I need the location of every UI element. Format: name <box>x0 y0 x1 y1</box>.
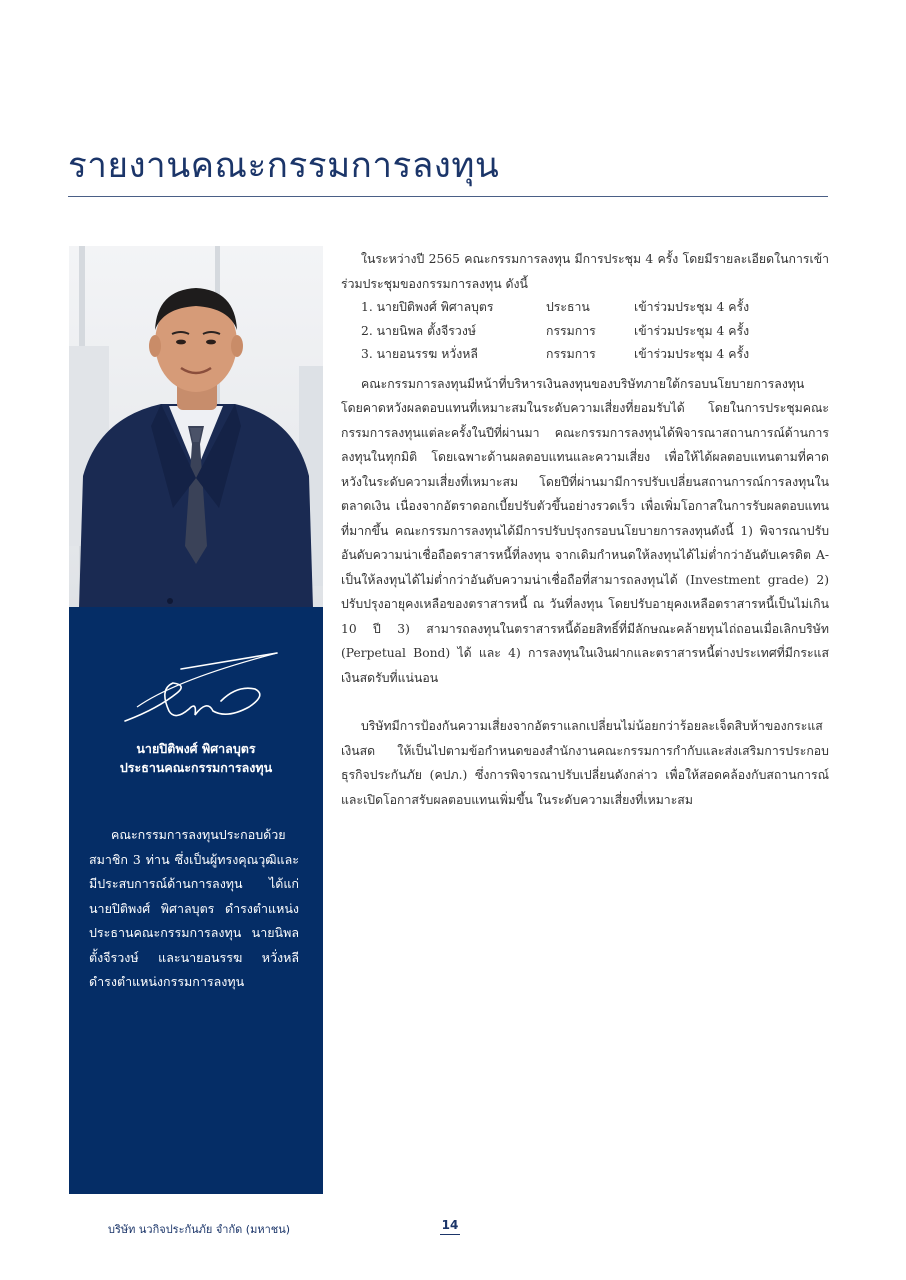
signature-image <box>117 649 287 729</box>
title-divider <box>68 196 828 197</box>
hedging-paragraph: บริษัทมีการป้องกันความเสี่ยงจากอัตราแลกเปลี่ยนไม่น้อยกว่าร้อยละเจ็ดสิบห้าของกระแสเงินสด ให้เป็นไปตามข้อกำหนดของสำนักงานคณะกรรมการกำกับและส่งเสริมการประกอบธุรกิจประกันภัย (คปภ.) ซึ่งการพิจารณาปรับเปลี่ยนดังกล่าว เพื่อให้สอดคล้องกับสถานการณ์และเปิดโอกาสรับผลตอบแทนเพิ่มขึ้น ในระดับความเสี่ยงที่เหมาะสม <box>341 719 829 807</box>
signatory-title: ประธานคณะกรรมการลงทุน <box>119 760 273 775</box>
duties-paragraph: คณะกรรมการลงทุนมีหน้าที่บริหารเงินลงทุนของบริษัทภายใต้กรอบนโยบายการลงทุน โดยคาดหวังผลตอบแทนที่เหมาะสมในระดับความเสี่ยงที่ยอมรับได้ โดยในการประชุมคณะกรรมการลงทุนแต่ละครั้งในปีที่ผ่านมา คณะกรรมการลงทุนได้พิจารณาสถานการณ์ด้านการลงทุนในทุกมิติ โดยเฉพาะด้านผลตอบแทนและความเสี่ยง เพื่อให้ได้ผลตอบแทนตามที่คาดหวังในระดับความเสี่ยงที่เหมาะสม โดยปีที่ผ่านมามีการปรับเปลี่ยนสถานการณ์การลงทุนในตลาดเงิน เนื่องจากอัตราดอกเบี้ยปรับตัวขึ้นอย่างรวดเร็ว เพื่อเพิ่มโอกาสในการรับผลตอบแทนที่มากขึ้น คณะกรรมการลงทุนได้มีการปรับปรุงกรอบนโยบายการลงทุนดังนี้ 1) พิจารณาปรับอันดับความน่าเชื่อถือตราสารหนี้ที่ลงทุน จากเดิมกำหนดให้ลงทุนได้ไม่ต่ำกว่าอันดับเครดิต A- เป็นให้ลงทุนได้ไม่ต่ำกว่าอันดับความน่าเชื่อถือที่สามารถลงทุนได้ (Investment grade) 2) ปรับปรุงอายุคงเหลือของตราสารหนี้ ณ วันที่ลงทุน โดยปรับอายุคงเหลือตราสารหนี้เป็นไม่เกิน 10 ปี 3) สามารถลงทุนในตราสารหนี้ด้อยสิทธิ์ที่มีลักษณะคล้ายทุนไถ่ถอนเมื่อเลิกบริษัท (Perpetual Bond) ได้ และ 4) การลงทุนในเงินฝากและตราสารหนี้ต่างประเทศที่มีกระแสเงินสดรับที่แน่นอน <box>341 376 829 685</box>
member-attendance: เข้าร่วมประชุม 4 ครั้ง <box>634 347 750 361</box>
list-item <box>341 343 829 367</box>
member-role: กรรมการ <box>546 323 596 338</box>
member-name: 1. นายปิติพงศ์ พิศาลบุตร <box>361 300 494 314</box>
member-role: ประธาน <box>546 300 590 314</box>
chairman-photo <box>69 246 323 608</box>
footer-company-name: บริษัท นวกิจประกันภัย จำกัด (มหาชน) <box>108 1223 291 1236</box>
sidebar-panel <box>69 607 323 1194</box>
main-content <box>341 247 829 812</box>
member-attendance: เข้าร่วมประชุม 4 ครั้ง <box>634 300 750 314</box>
member-name: 3. นายอนรรฆ หวั่งหลี <box>361 347 478 361</box>
paragraph-spacer <box>341 690 829 714</box>
page-number: 14 <box>440 1218 460 1235</box>
intro-paragraph: ในระหว่างปี 2565 คณะกรรมการลงทุน มีการประชุม 4 ครั้ง โดยมีรายละเอียดในการเข้าร่วมประชุมของกรรมการลงทุน ดังนี้ <box>341 252 829 291</box>
list-item <box>341 296 829 320</box>
signatory-name: นายปิติพงศ์ พิศาลบุตร <box>136 741 256 756</box>
member-attendance: เข้าร่วมประชุม 4 ครั้ง <box>634 323 750 338</box>
member-role: กรรมการ <box>546 347 596 361</box>
member-name: 2. นายนิพล ตั้งจีรวงษ์ <box>361 323 476 338</box>
page-title: รายงานคณะกรรมการลงทุน <box>68 146 500 186</box>
portrait-illustration <box>69 246 323 608</box>
list-item <box>341 320 829 344</box>
member-list <box>341 296 829 367</box>
sidebar-body-text: คณะกรรมการลงทุนประกอบด้วยสมาชิก 3 ท่าน ซึ่งเป็นผู้ทรงคุณวุฒิและมีประสบการณ์ด้านการลงทุน ได้แก่ นายปิติพงศ์ พิศาลบุตร ดำรงตำแหน่งประธานคณะกรรมการลงทุน นายนิพล ตั้งจีรวงษ์ และนายอนรรฆ หวั่งหลี ดำรงตำแหน่งกรรมการลงทุน <box>89 827 299 989</box>
